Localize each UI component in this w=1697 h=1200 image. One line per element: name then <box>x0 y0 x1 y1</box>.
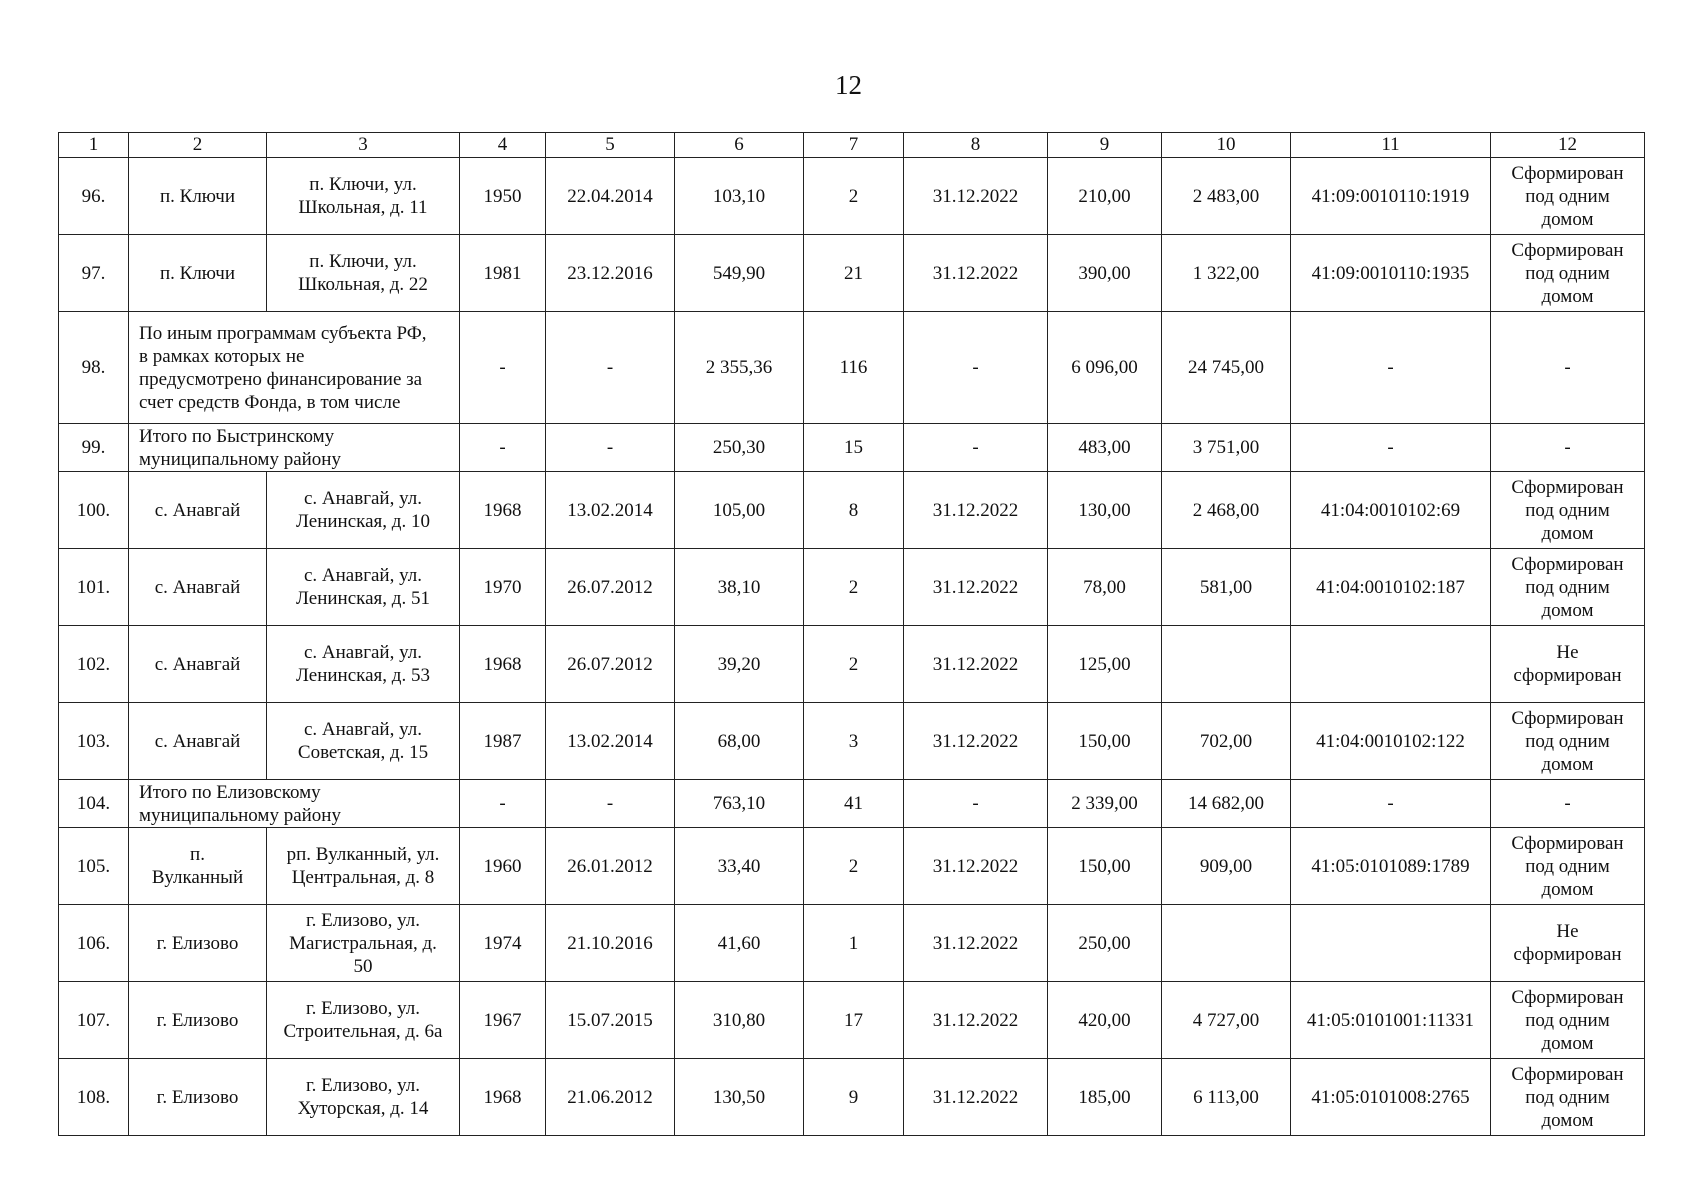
table-row <box>59 626 1645 703</box>
date-cell: - <box>546 312 675 424</box>
status-cell <box>1491 312 1645 424</box>
address-cell-line: г. Елизово, ул. <box>305 998 421 1019</box>
table-row <box>59 828 1645 905</box>
address-cell-line: Строительная, д. 6а <box>283 1021 443 1042</box>
status-cell-line: Сформирован <box>1511 1063 1624 1085</box>
row-number: 101. <box>59 549 129 626</box>
column-10-cell: 1 322,00 <box>1162 235 1291 312</box>
table-row <box>59 703 1645 780</box>
year-cell: - <box>460 424 546 472</box>
column-10-cell <box>1162 626 1291 703</box>
summary-row <box>59 424 1645 472</box>
address-cell-line: Школьная, д. 11 <box>298 197 428 218</box>
status-cell <box>1491 626 1645 703</box>
address-cell-line: г. Елизово, ул. <box>305 1075 421 1096</box>
page-number: 12 <box>835 70 862 100</box>
residents-cell: 9 <box>804 1059 904 1136</box>
area-cell: 105,00 <box>675 472 804 549</box>
cadastre-cell: - <box>1291 312 1491 424</box>
address-cell-line: п. Ключи, ул. <box>309 251 417 272</box>
cadastre-cell <box>1291 626 1491 703</box>
deadline-cell: - <box>904 780 1048 828</box>
date-cell: - <box>546 780 675 828</box>
address-cell-line: Ленинская, д. 51 <box>296 588 430 609</box>
status-cell <box>1491 472 1645 549</box>
residents-cell: 2 <box>804 626 904 703</box>
address-cell-line: 50 <box>353 955 373 977</box>
column-number: 12 <box>1491 133 1645 158</box>
date-cell: 15.07.2015 <box>546 982 675 1059</box>
column-9-cell: 6 096,00 <box>1048 312 1162 424</box>
residents-cell: 1 <box>804 905 904 982</box>
status-cell-line: Не <box>1556 921 1579 942</box>
status-cell-line: - <box>1564 437 1571 458</box>
year-cell: 1968 <box>460 1059 546 1136</box>
cadastre-cell: - <box>1291 424 1491 472</box>
column-10-cell: 4 727,00 <box>1162 982 1291 1059</box>
cadastre-cell: 41:05:0101089:1789 <box>1291 828 1491 905</box>
column-10-cell: 14 682,00 <box>1162 780 1291 828</box>
table-row <box>59 158 1645 235</box>
address-cell <box>267 982 460 1059</box>
status-cell <box>1491 549 1645 626</box>
status-cell-line: домом <box>1541 285 1594 307</box>
column-9-cell: 420,00 <box>1048 982 1162 1059</box>
status-cell <box>1491 158 1645 235</box>
column-9-cell: 78,00 <box>1048 549 1162 626</box>
year-cell: 1960 <box>460 828 546 905</box>
settlement-cell: с. Анавгай <box>129 472 267 549</box>
settlement-cell: г. Елизово <box>129 982 267 1059</box>
column-number: 8 <box>904 133 1048 158</box>
row-number: 102. <box>59 626 129 703</box>
address-cell-line: рп. Вулканный, ул. <box>286 844 440 865</box>
summary-label-line: муниципальному району <box>139 804 341 826</box>
date-cell: 13.02.2014 <box>546 703 675 780</box>
status-cell-line: домом <box>1541 1032 1594 1054</box>
residents-cell: 2 <box>804 828 904 905</box>
address-cell-line: с. Анавгай, ул. <box>303 565 423 586</box>
status-cell-line: Сформирован <box>1511 986 1624 1008</box>
address-cell <box>267 472 460 549</box>
address-cell-line: Хуторская, д. 14 <box>297 1098 429 1119</box>
address-cell-line: Советская, д. 15 <box>297 742 429 763</box>
status-cell <box>1491 703 1645 780</box>
column-number: 4 <box>460 133 546 158</box>
settlement-cell-line: Вулканный <box>151 867 244 888</box>
table-row <box>59 1059 1645 1136</box>
deadline-cell: 31.12.2022 <box>904 472 1048 549</box>
area-cell: 130,50 <box>675 1059 804 1136</box>
column-10-cell <box>1162 905 1291 982</box>
column-10-cell: 702,00 <box>1162 703 1291 780</box>
row-number: 96. <box>59 158 129 235</box>
column-10-cell: 3 751,00 <box>1162 424 1291 472</box>
date-cell: 23.12.2016 <box>546 235 675 312</box>
address-cell-line: Школьная, д. 22 <box>298 274 428 295</box>
address-cell <box>267 1059 460 1136</box>
address-cell-line: Ленинская, д. 10 <box>296 511 430 532</box>
residents-cell: 2 <box>804 158 904 235</box>
row-number: 105. <box>59 828 129 905</box>
row-number: 99. <box>59 424 129 472</box>
date-cell: 26.07.2012 <box>546 549 675 626</box>
date-cell: 26.01.2012 <box>546 828 675 905</box>
address-cell <box>267 626 460 703</box>
cadastre-cell: - <box>1291 780 1491 828</box>
status-cell-line: под одним <box>1525 185 1610 207</box>
deadline-cell: 31.12.2022 <box>904 235 1048 312</box>
address-cell <box>267 158 460 235</box>
status-cell-line: Сформирован <box>1511 553 1624 575</box>
status-cell-line: - <box>1564 357 1571 378</box>
column-9-cell: 150,00 <box>1048 703 1162 780</box>
settlement-cell: г. Елизово <box>129 1059 267 1136</box>
column-number: 2 <box>129 133 267 158</box>
residents-cell: 21 <box>804 235 904 312</box>
area-cell: 103,10 <box>675 158 804 235</box>
cadastre-cell: 41:04:0010102:187 <box>1291 549 1491 626</box>
year-cell: 1987 <box>460 703 546 780</box>
column-9-cell: 130,00 <box>1048 472 1162 549</box>
summary-label-line: счет средств Фонда, в том числе <box>139 391 401 413</box>
status-cell <box>1491 235 1645 312</box>
row-number: 108. <box>59 1059 129 1136</box>
column-10-cell: 2 483,00 <box>1162 158 1291 235</box>
cadastre-cell: 41:09:0010110:1935 <box>1291 235 1491 312</box>
status-cell-line: под одним <box>1525 499 1610 521</box>
status-cell-line: - <box>1564 793 1571 814</box>
residents-cell: 41 <box>804 780 904 828</box>
column-9-cell: 250,00 <box>1048 905 1162 982</box>
column-number: 9 <box>1048 133 1162 158</box>
area-cell: 763,10 <box>675 780 804 828</box>
column-9-cell: 2 339,00 <box>1048 780 1162 828</box>
status-cell-line: домом <box>1541 522 1594 544</box>
year-cell: 1974 <box>460 905 546 982</box>
status-cell-line: под одним <box>1525 1086 1610 1108</box>
deadline-cell: - <box>904 312 1048 424</box>
summary-label-line: в рамках которых не <box>139 345 305 367</box>
summary-label-line: Итого по Быстринскому <box>139 425 335 447</box>
area-cell: 41,60 <box>675 905 804 982</box>
status-cell-line: под одним <box>1525 855 1610 877</box>
address-cell-line: п. Ключи, ул. <box>309 174 417 195</box>
settlement-cell-line: п. <box>190 844 205 865</box>
deadline-cell: - <box>904 424 1048 472</box>
summary-row <box>59 780 1645 828</box>
row-number: 98. <box>59 312 129 424</box>
residents-cell: 116 <box>804 312 904 424</box>
year-cell: 1967 <box>460 982 546 1059</box>
status-cell-line: домом <box>1541 208 1594 230</box>
status-cell-line: домом <box>1541 1109 1594 1131</box>
year-cell: - <box>460 780 546 828</box>
deadline-cell: 31.12.2022 <box>904 828 1048 905</box>
year-cell: 1950 <box>460 158 546 235</box>
deadline-cell: 31.12.2022 <box>904 158 1048 235</box>
status-cell <box>1491 1059 1645 1136</box>
residents-cell: 2 <box>804 549 904 626</box>
table-row <box>59 549 1645 626</box>
row-number: 100. <box>59 472 129 549</box>
settlement-cell: с. Анавгай <box>129 703 267 780</box>
column-number: 1 <box>59 133 129 158</box>
address-cell-line: Центральная, д. 8 <box>291 867 435 888</box>
address-cell-line: Магистральная, д. <box>289 932 437 954</box>
column-10-cell: 2 468,00 <box>1162 472 1291 549</box>
row-number: 103. <box>59 703 129 780</box>
deadline-cell: 31.12.2022 <box>904 982 1048 1059</box>
status-cell <box>1491 780 1645 828</box>
row-number: 106. <box>59 905 129 982</box>
area-cell: 310,80 <box>675 982 804 1059</box>
status-cell-line: домом <box>1541 599 1594 621</box>
status-cell-line: домом <box>1541 753 1594 775</box>
status-cell <box>1491 905 1645 982</box>
address-cell <box>267 703 460 780</box>
deadline-cell: 31.12.2022 <box>904 703 1048 780</box>
cadastre-cell: 41:05:0101001:11331 <box>1291 982 1491 1059</box>
status-cell-line: сформирован <box>1513 944 1622 965</box>
address-cell-line: с. Анавгай, ул. <box>303 488 423 509</box>
column-9-cell: 150,00 <box>1048 828 1162 905</box>
summary-label <box>129 424 460 472</box>
deadline-cell: 31.12.2022 <box>904 626 1048 703</box>
column-number: 5 <box>546 133 675 158</box>
column-9-cell: 390,00 <box>1048 235 1162 312</box>
date-cell: 21.06.2012 <box>546 1059 675 1136</box>
column-number: 6 <box>675 133 804 158</box>
deadline-cell: 31.12.2022 <box>904 1059 1048 1136</box>
status-cell-line: под одним <box>1525 730 1610 752</box>
column-10-cell: 581,00 <box>1162 549 1291 626</box>
column-10-cell: 24 745,00 <box>1162 312 1291 424</box>
column-9-cell: 125,00 <box>1048 626 1162 703</box>
row-number: 107. <box>59 982 129 1059</box>
deadline-cell: 31.12.2022 <box>904 905 1048 982</box>
status-cell-line: Сформирован <box>1511 707 1624 729</box>
address-cell-line: с. Анавгай, ул. <box>303 719 423 740</box>
date-cell: 13.02.2014 <box>546 472 675 549</box>
column-number: 11 <box>1291 133 1491 158</box>
status-cell-line: под одним <box>1525 262 1610 284</box>
row-number: 104. <box>59 780 129 828</box>
status-cell-line: Сформирован <box>1511 162 1624 184</box>
date-cell: - <box>546 424 675 472</box>
table-row <box>59 235 1645 312</box>
table-body <box>59 133 1645 1136</box>
column-number: 7 <box>804 133 904 158</box>
status-cell-line: Не <box>1556 642 1579 663</box>
year-cell: 1968 <box>460 626 546 703</box>
summary-row <box>59 312 1645 424</box>
residents-cell: 17 <box>804 982 904 1059</box>
column-number: 3 <box>267 133 460 158</box>
status-cell-line: Сформирован <box>1511 239 1624 261</box>
area-cell: 549,90 <box>675 235 804 312</box>
deadline-cell: 31.12.2022 <box>904 549 1048 626</box>
column-number: 10 <box>1162 133 1291 158</box>
column-number-row <box>59 133 1645 158</box>
area-cell: 38,10 <box>675 549 804 626</box>
status-cell <box>1491 424 1645 472</box>
settlement-cell: п. Ключи <box>129 158 267 235</box>
status-cell-line: домом <box>1541 878 1594 900</box>
residents-cell: 15 <box>804 424 904 472</box>
address-cell-line: г. Елизово, ул. <box>305 909 421 931</box>
summary-label <box>129 780 460 828</box>
cadastre-cell <box>1291 905 1491 982</box>
summary-label-line: предусмотрено финансирование за <box>139 368 423 390</box>
settlement-cell: с. Анавгай <box>129 626 267 703</box>
column-9-cell: 185,00 <box>1048 1059 1162 1136</box>
settlement-cell: с. Анавгай <box>129 549 267 626</box>
summary-label <box>129 312 460 424</box>
date-cell: 22.04.2014 <box>546 158 675 235</box>
cadastre-cell: 41:04:0010102:122 <box>1291 703 1491 780</box>
settlement-cell: г. Елизово <box>129 905 267 982</box>
address-cell-line: с. Анавгай, ул. <box>303 642 423 663</box>
settlement-cell <box>129 828 267 905</box>
year-cell: - <box>460 312 546 424</box>
area-cell: 250,30 <box>675 424 804 472</box>
status-cell-line: под одним <box>1525 1009 1610 1031</box>
residents-cell: 3 <box>804 703 904 780</box>
column-9-cell: 483,00 <box>1048 424 1162 472</box>
table-row <box>59 905 1645 982</box>
year-cell: 1968 <box>460 472 546 549</box>
status-cell-line: Сформирован <box>1511 476 1624 498</box>
cadastre-cell: 41:04:0010102:69 <box>1291 472 1491 549</box>
year-cell: 1970 <box>460 549 546 626</box>
cadastre-cell: 41:05:0101008:2765 <box>1291 1059 1491 1136</box>
summary-label-line: муниципальному району <box>139 448 341 470</box>
row-number: 97. <box>59 235 129 312</box>
column-10-cell: 909,00 <box>1162 828 1291 905</box>
summary-label-line: Итого по Елизовскому <box>139 781 321 803</box>
year-cell: 1981 <box>460 235 546 312</box>
area-cell: 33,40 <box>675 828 804 905</box>
column-9-cell: 210,00 <box>1048 158 1162 235</box>
status-cell <box>1491 982 1645 1059</box>
table-row <box>59 982 1645 1059</box>
area-cell: 39,20 <box>675 626 804 703</box>
area-cell: 2 355,36 <box>675 312 804 424</box>
status-cell <box>1491 828 1645 905</box>
address-cell-line: Ленинская, д. 53 <box>296 665 430 686</box>
settlement-cell: п. Ключи <box>129 235 267 312</box>
date-cell: 21.10.2016 <box>546 905 675 982</box>
area-cell: 68,00 <box>675 703 804 780</box>
residents-cell: 8 <box>804 472 904 549</box>
address-cell <box>267 549 460 626</box>
address-cell <box>267 905 460 982</box>
summary-label-line: По иным программам субъекта РФ, <box>139 322 427 344</box>
status-cell-line: под одним <box>1525 576 1610 598</box>
date-cell: 26.07.2012 <box>546 626 675 703</box>
table-row <box>59 472 1645 549</box>
address-cell <box>267 235 460 312</box>
status-cell-line: Сформирован <box>1511 832 1624 854</box>
address-cell <box>267 828 460 905</box>
housing-register-table <box>58 132 1645 1136</box>
status-cell-line: сформирован <box>1513 665 1622 686</box>
cadastre-cell: 41:09:0010110:1919 <box>1291 158 1491 235</box>
column-10-cell: 6 113,00 <box>1162 1059 1291 1136</box>
